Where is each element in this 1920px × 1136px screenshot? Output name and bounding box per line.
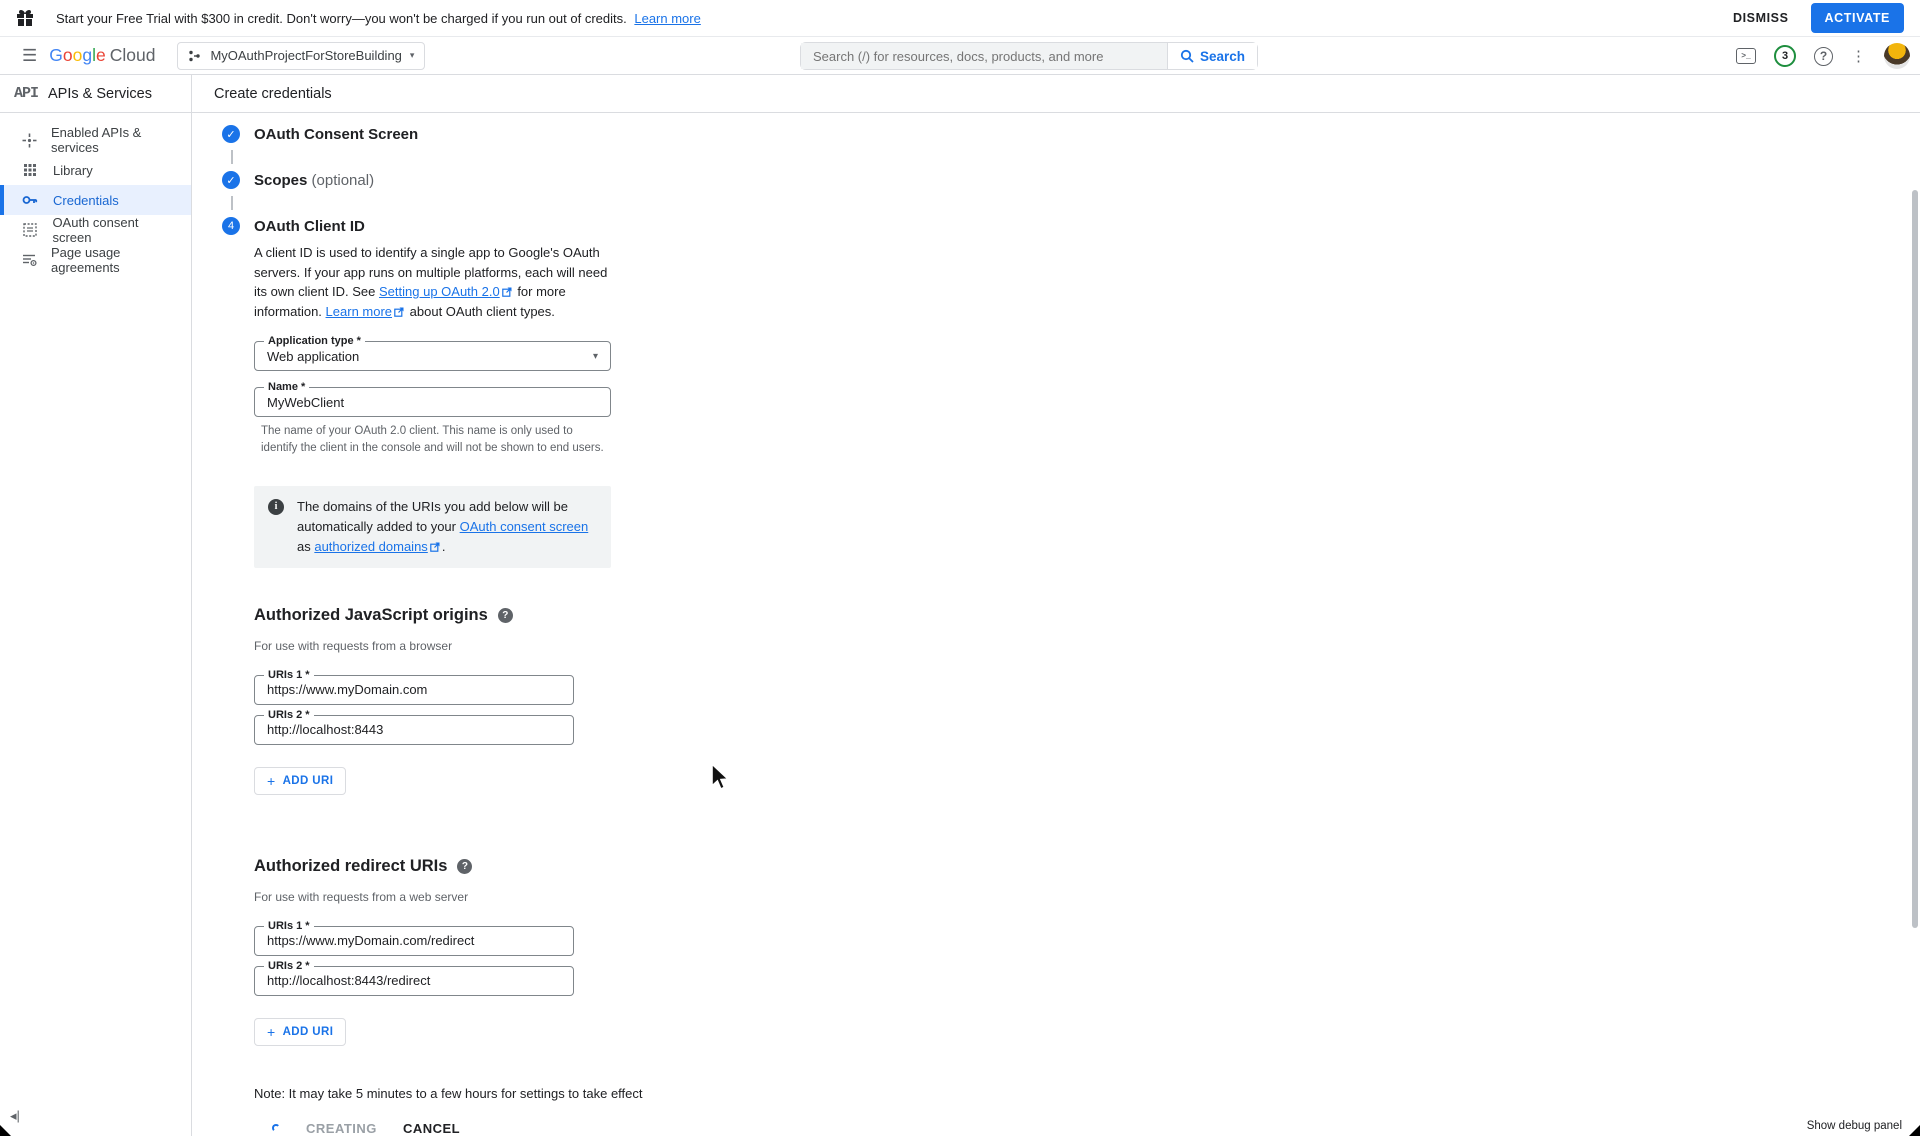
- add-js-origin-uri-button[interactable]: + ADD URI: [254, 767, 346, 795]
- client-id-description: A client ID is used to identify a single app to Google's OAuth servers. If your app runs on multiple platforms, each will need its own client ID. See Setting up OAuth 2.0 for more information. Learn more about OAuth client types.: [254, 245, 608, 319]
- trial-banner: [0, 0, 1920, 37]
- redirect-uris-title: Authorized redirect URIs: [254, 856, 448, 875]
- sidebar-item-label: OAuth consent screen: [52, 215, 139, 245]
- sidebar-item-label: Enabled APIs & services: [51, 125, 142, 155]
- library-icon: [21, 163, 39, 177]
- sidebar-item-page-usage[interactable]: [0, 245, 191, 275]
- cloud-shell-icon[interactable]: >_: [1736, 48, 1756, 64]
- search-icon: [1180, 49, 1194, 63]
- collapse-panel-icon[interactable]: ◂|: [10, 1108, 20, 1123]
- help-circle-icon[interactable]: ?: [457, 859, 472, 874]
- chevron-down-icon: ▾: [592, 350, 598, 362]
- key-icon: [21, 192, 39, 208]
- cancel-button[interactable]: CANCEL: [402, 1120, 461, 1136]
- dashboard-icon: [21, 133, 37, 148]
- search-button[interactable]: Search: [1167, 43, 1257, 69]
- main-content: [192, 113, 1920, 1136]
- step-check-icon: ✓: [222, 171, 240, 189]
- notifications-badge[interactable]: 3: [1774, 45, 1796, 67]
- search-input[interactable]: [801, 43, 1167, 69]
- step-number-icon: 4: [222, 217, 240, 235]
- js-origins-title: Authorized JavaScript origins: [254, 605, 488, 624]
- step-scopes: ✓ Scopes (optional): [222, 169, 1920, 191]
- setting-up-oauth-link[interactable]: Setting up OAuth 2.0: [379, 284, 514, 299]
- application-type-select[interactable]: Application type * Web application ▾: [254, 341, 611, 371]
- step-oauth-client-id: 4 OAuth Client ID: [222, 215, 1920, 237]
- learn-more-link[interactable]: Learn more: [634, 10, 701, 26]
- step-connector: [231, 196, 233, 210]
- sidebar-item-library[interactable]: [0, 155, 191, 185]
- agreements-icon: [21, 253, 37, 267]
- sidebar-title: APIs & Services: [48, 85, 152, 102]
- name-helper-text: The name of your OAuth 2.0 client. This name is only used to identify the client in the console and will not be shown to end users.: [261, 425, 604, 455]
- project-selector[interactable]: [177, 42, 425, 70]
- sidebar-item-enabled-apis[interactable]: [0, 125, 191, 155]
- google-cloud-logo: Google Cloud: [49, 45, 156, 65]
- info-icon: i: [268, 499, 284, 515]
- corner-resize-mark: [1909, 1125, 1920, 1136]
- step-check-icon: ✓: [222, 125, 240, 143]
- avatar[interactable]: [1884, 43, 1910, 69]
- show-debug-panel[interactable]: Show debug panel: [1806, 1120, 1902, 1132]
- sidebar-item-label: Credentials: [53, 192, 119, 208]
- app-header: [0, 37, 1920, 75]
- global-search: [800, 42, 1258, 70]
- external-link-icon: [502, 287, 512, 297]
- js-origin-uri-1-field[interactable]: URIs 1 * https://www.myDomain.com: [254, 675, 574, 705]
- page-title: Create credentials: [214, 85, 332, 102]
- authorized-domains-link[interactable]: authorized domains: [314, 539, 441, 554]
- sidebar-item-label: Library: [53, 162, 93, 178]
- activate-button[interactable]: ACTIVATE: [1811, 3, 1904, 33]
- plus-icon: +: [267, 1023, 276, 1040]
- creating-button: CREATING: [306, 1120, 377, 1136]
- consent-screen-icon: [21, 223, 38, 237]
- sidebar-item-oauth-consent[interactable]: [0, 215, 191, 245]
- more-vert-icon[interactable]: ⋮: [1851, 48, 1866, 65]
- sidebar: [0, 75, 192, 1136]
- project-name: MyOAuthProjectForStoreBuilding: [210, 48, 402, 63]
- step-oauth-consent-screen: ✓ OAuth Consent Screen: [222, 123, 1920, 145]
- project-icon: [188, 49, 202, 63]
- js-origins-subtitle: For use with requests from a browser: [254, 638, 453, 653]
- redirect-uri-1-field[interactable]: URIs 1 * https://www.myDomain.com/redirect: [254, 926, 574, 956]
- external-link-icon: [394, 307, 404, 317]
- oauth-consent-screen-link[interactable]: OAuth consent screen: [459, 518, 589, 534]
- settings-note: Note: It may take 5 minutes to a few hours for settings to take effect: [254, 1085, 643, 1101]
- domains-info-box: i The domains of the URIs you add below will be automatically added to your OAuth consent screen as authorized domains .: [254, 486, 611, 568]
- loading-spinner-icon: [272, 1124, 280, 1132]
- plus-icon: +: [267, 772, 276, 789]
- api-logo-icon: API: [14, 85, 39, 102]
- help-icon[interactable]: ?: [1814, 47, 1833, 66]
- dismiss-button[interactable]: DISMISS: [1721, 3, 1801, 33]
- sidebar-item-credentials[interactable]: [0, 185, 191, 215]
- learn-more-client-types-link[interactable]: Learn more: [326, 304, 406, 319]
- hamburger-menu-icon[interactable]: ☰: [22, 45, 38, 65]
- client-name-field[interactable]: Name * MyWebClient: [254, 387, 611, 417]
- vertical-scrollbar[interactable]: [1912, 190, 1918, 928]
- js-origin-uri-2-field[interactable]: URIs 2 * http://localhost:8443: [254, 715, 574, 745]
- gift-icon: [16, 9, 34, 27]
- help-circle-icon[interactable]: ?: [498, 608, 513, 623]
- step-connector: [231, 150, 233, 164]
- sidebar-item-label: Page usage agreements: [51, 245, 121, 275]
- page-title-bar: [192, 75, 1920, 113]
- corner-resize-mark: [0, 1125, 11, 1136]
- trial-message: Start your Free Trial with $300 in credit. Don't worry—you won't be charged if you run out of credits.: [56, 10, 627, 26]
- redirect-uris-subtitle: For use with requests from a web server: [254, 889, 469, 904]
- add-redirect-uri-button[interactable]: + ADD URI: [254, 1018, 346, 1046]
- external-link-icon: [430, 542, 440, 552]
- redirect-uri-2-field[interactable]: URIs 2 * http://localhost:8443/redirect: [254, 966, 574, 996]
- chevron-down-icon: ▾: [409, 50, 415, 60]
